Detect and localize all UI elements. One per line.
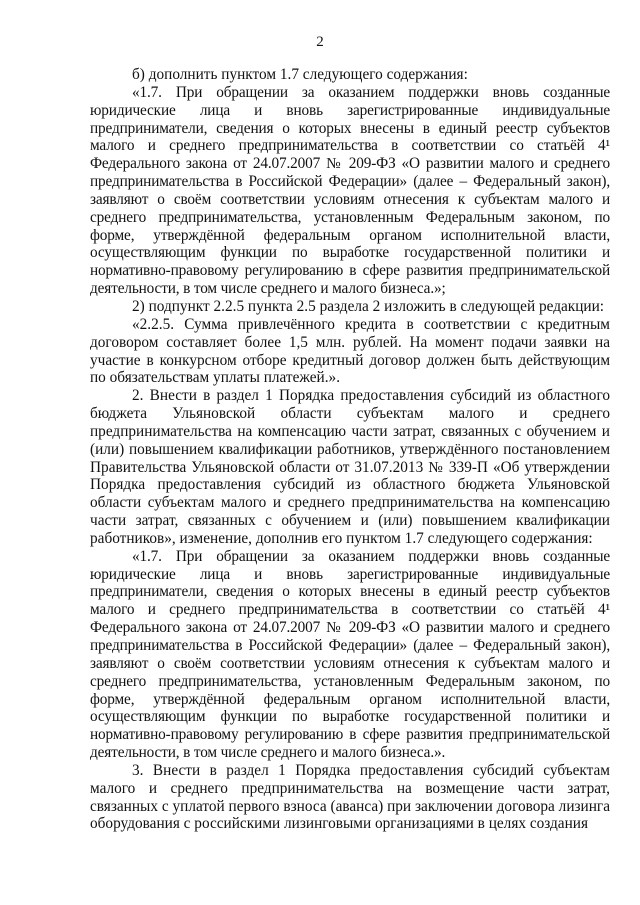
paragraph-clause-1-7-repeat: «1.7. При обращении за оказанием поддержки вновь созданные юридические лица и вновь зарегистрированные индивидуальные предприниматели, сведения о которых внесены в единый реестр субъектов малого и среднего предпринимательства в соответствии со статьёй 4¹ Федерального закона от 24.07.2007 № 209-ФЗ «О развитии малого и среднего предпринимательства в Российской Федерации» (далее – Федеральный закон), заявляют о своём соответствии условиям отнесения к субъектам малого и среднего предпринимательства, установленным Федеральным законом, по форме, утверждённой федеральным органом исполнительной власти, осуществляющим функции по выработке государственной политики и нормативно-правовому регулированию в сфере развития предпринимательской деятельности, в том числе среднего и малого бизнеса.». (90, 547, 610, 762)
page-number: 2 (316, 34, 324, 50)
paragraph-clause-1-7: «1.7. При обращении за оказанием поддержки вновь созданные юридические лица и вновь зарегистрированные индивидуальные предприниматели, сведения о которых внесены в единый реестр субъектов малого и среднего предпринимательства в соответствии со статьёй 4¹ Федерального закона от 24.07.2007 № 209-ФЗ «О развитии малого и среднего предпринимательства в Российской Федерации» (далее – Федеральный закон), заявляют о своём соответствии условиям отнесения к субъектам малого и среднего предпринимательства, установленным Федеральным законом, по форме, утверждённой федеральным органом исполнительной власти, осуществляющим функции по выработке государственной политики и нормативно-правовому регулированию в сфере развития предпринимательской деятельности, в том числе среднего и малого бизнеса.»; (90, 83, 610, 298)
paragraph-amendment-b: б) дополнить пунктом 1.7 следующего содержания: (132, 66, 468, 83)
paragraph-section-3: 3. Внести в раздел 1 Порядка предоставления субсидий субъектам малого и среднего предпринимательства на возмещение части затрат, связанных с уплатой первого взноса (аванса) при заключении договора лизинга оборудования с российскими лизинговыми организациями в целях создания (90, 761, 610, 833)
document-body (90, 66, 610, 833)
paragraph-amendment-2: 2) подпункт 2.2.5 пункта 2.5 раздела 2 изложить в следующей редакции: (132, 297, 605, 315)
paragraph-clause-2-2-5: «2.2.5. Сумма привлечённого кредита в соответствии с кредитным договором составляет более 1,5 млн. рублей. На момент подачи заявки на участие в конкурсном отборе кредитный договор должен быть действующим по обязательствам уплаты платежей.». (90, 315, 610, 387)
paragraph-section-2: 2. Внести в раздел 1 Порядка предоставления субсидий из областного бюджета Ульяновской области субъектам малого и среднего предпринимательства на компенсацию части затрат, связанных с обучением и (или) повышением квалификации работников, утверждённого постановлением Правительства Ульяновской области от 31.07.2013 № 339-П «Об утверждении Порядка предоставления субсидий из областного бюджета Ульяновской области субъектам малого и среднего предпринимательства на компенсацию части затрат, связанных с обучением и (или) повышением квалификации работников», изменение, дополнив его пунктом 1.7 следующего содержания: (90, 387, 610, 547)
